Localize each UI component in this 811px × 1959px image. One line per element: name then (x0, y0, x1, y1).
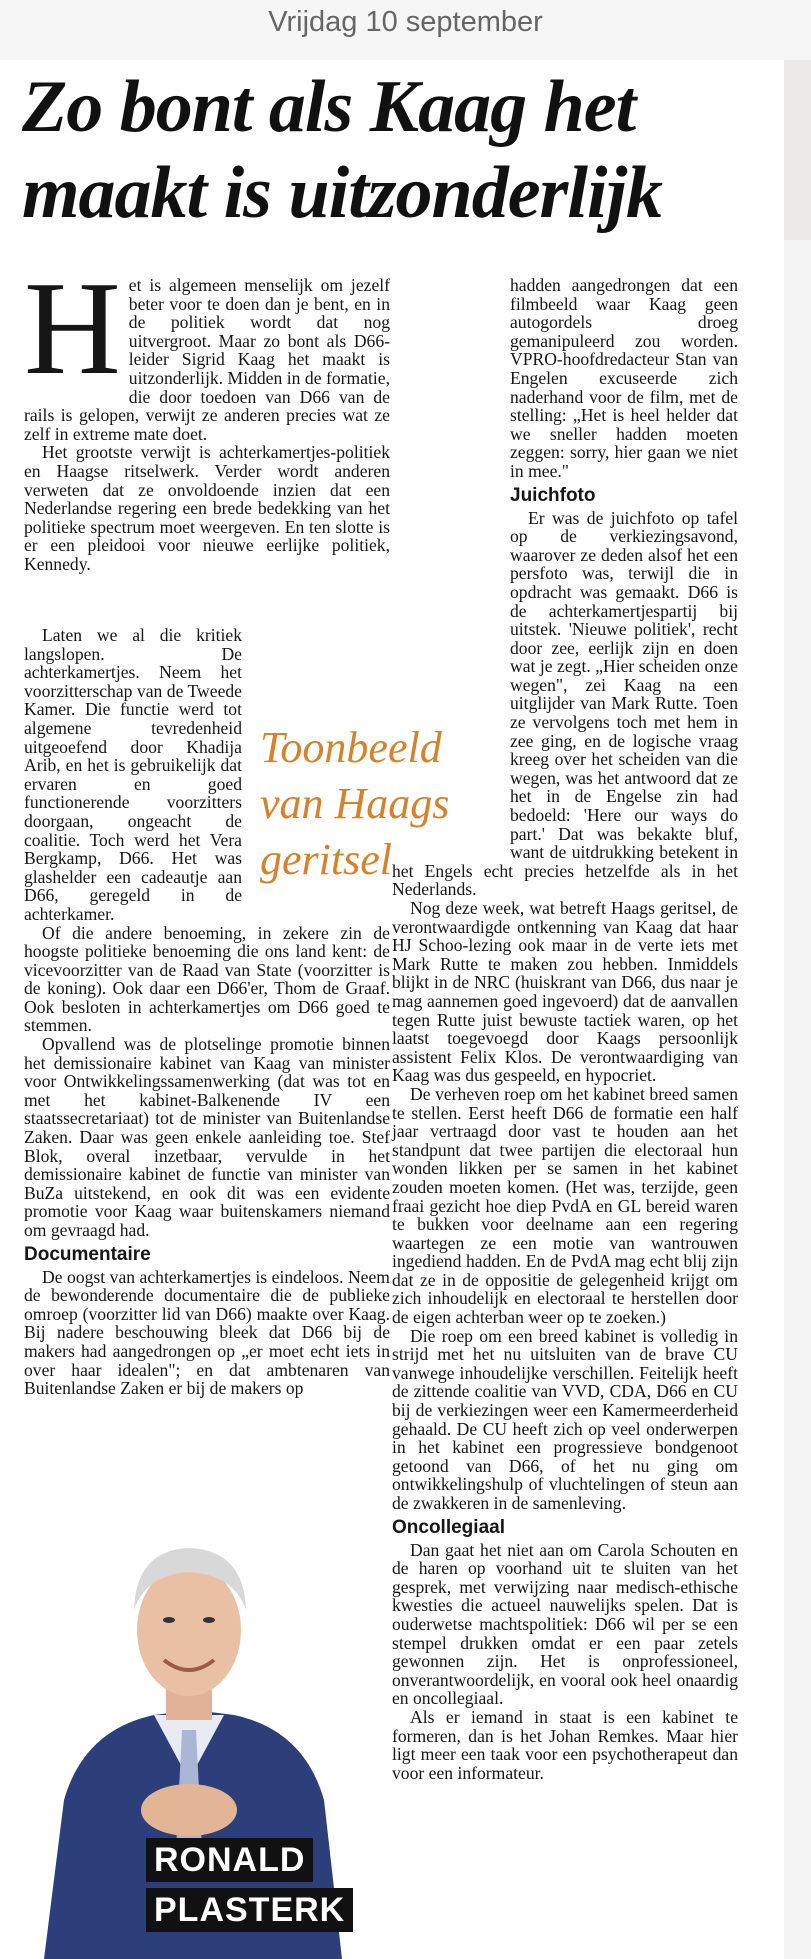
paragraph: Of die andere benoeming, in zekere zin de hoogste politieke benoeming die ons land kent: de vicevoorzitter van de Raad van State (voorzitter is de koning). Ook daar een D66'er, Thom de Graaf. Ook besloten in achterkamertjes om D66 goed te stemmen. (24, 922, 390, 1036)
paragraph: Die roep om een breed kabinet is volledig in strijd met het nu uitsluiten van de brave CU vanwege inhoudelijke verschillen. Feitelijk heeft de zittende coalitie van VVD, CDA, D66 en CU bij de verkiezingen weer een Kamermeerderheid gehaald. De CU heeft zich op veel onderwerpen in het kabinet een progressieve bondgenoot getoond van D66, of het nu ging om ontwikkelingshulp of vluchtelingen of steun aan de zwakkeren in de samenleving. (392, 1325, 738, 1513)
pull-quote: Toonbeeld van Haags geritsel (260, 723, 450, 884)
author-last-name: PLASTERK (146, 1888, 353, 1932)
paragraph: Laten we al die kritiek langslopen. De achterkamertjes. Neem het voorzitterschap van de Tweede Kamer. Die functie werd tot algemene tevredenheid uitgeoefend door Khadija Arib, en het is gebruikelijk dat ervaren en goed functionerende voorzitters doorgaan, ongeacht de coalitie. Toch werd het Vera Bergkamp, D66. Het was glashelder een cadeautje aan D66, geregeld in de achterkamer. (24, 625, 242, 924)
headline (22, 64, 772, 236)
paragraph: Opvallend was de plotselinge promotie binnen het demissionaire kabinet van Kaag van minister voor Ontwikkelingssamenwerking (dat was tot en met het kabinet-Balkenende IV een staatssecretariaat) tot de minister van Buitenlandse Zaken. Daar was geen enkele aanleiding toe. Stef Blok, overal inzetbaar, vervulde in het demissionaire kabinet de functie van minister van BuZa uitstekend, en ook dit was een evidente promotie voor Kaag waar buitenskamers niemand om gevraagd had. (24, 1034, 390, 1240)
right-column (392, 276, 738, 1782)
top-bar (0, 0, 811, 60)
quote-spacer-right (392, 674, 510, 854)
intro-paragraph: Het is algemeen menselijk om jezelf beter voor te doen dan je bent, en in de politiek wordt dat nog uitvergroot. Maar zo bont als D66-leider Sigrid Kaag het maakt is uitzonderlijk. Midden in de formatie, die door toedoen van D66 van de rails is gelopen, verwijt ze anderen precies wat ze zelf in extreme mate doet. (24, 254, 390, 444)
paragraph: De verheven roep om het kabinet breed samen te stellen. Eerst heeft D66 de formatie een half jaar vertraagd door vast te houden aan het standpunt dat twee partijen die electoraal hun wonden likken per se samen in het kabinet zouden moeten komen. (Het was, terzijde, geen fraai gezicht hoe diep PvdA en GL bereid waren te bukken voor deelname aan een regering waartegen ze een motie van wantrouwen ingediend hadden. En de PvdA mag echt blij zijn dat ze in de oppositie de gelegenheid krijgt om zich inhoudelijk en electoraal te herstellen door de eigen achterban weer op te zoeken.) (392, 1083, 738, 1328)
paragraph: Als er iemand in staat is een kabinet te formeren, dan is het Johan Remkes. Maar hier ligt meer een taak voor een psychotherapeut dan voor een informateur. (392, 1706, 738, 1783)
author-first-name: RONALD (146, 1838, 313, 1882)
drop-cap: H (24, 254, 121, 402)
paragraph: Nog deze week, wat betreft Haags geritsel, de verontwaardigde ontkenning van Kaag dat haar HJ Schoo-lezing ook maar in de verte iets met Mark Rutte te maken zou hebben. Inmiddels blijkt in de NRC (huiskrant van D66, dus naar je mag aannemen goed ingevoerd) dat de aanvallen tegen Rutte juist bewuste tactiek waren, op het laatst toegevoegd door Kaags persoonlijk assistent Felix Klos. De verontwaardiging van Kaag was dus gespeeld, en hypocriet. (392, 898, 738, 1086)
paragraph: Dan gaat het niet aan om Carola Schouten en de haren op voorhand uit te sluiten van het gesprek, met verwijzing naar medisch-ethische kwesties die actueel nauwelijks spelen. Dat is ouderwetse machtspolitiek: D66 wil per se een stempel drukken omdat er een paar zetels gewonnen zijn. Het is onprofessioneel, onverantwoordelijk, en vooral ook heel onaardig en oncollegiaal. (392, 1539, 738, 1709)
paragraph: De oogst van achterkamertjes is eindeloos. Neem de bewonderende documentaire die de publieke omroep (voorzitter lid van D66) maakte over Kaag. Bij nadere beschouwing bleek dat D66 bij de makers had aangedrongen op „er moet echt iets in over haar idealen"; en dat ambtenaren van Buitenlandse Zaken er bij de makers op (24, 1266, 390, 1399)
subheading-juichfoto: Juichfoto (510, 484, 596, 506)
headline-line-2: maakt is uitzonderlijk (22, 152, 663, 234)
issue-date: Vrijdag 10 september (268, 6, 543, 38)
subheading-documentaire: Documentaire (24, 1243, 151, 1265)
paragraph: Er was de juichfoto op tafel op de verkiezingsavond, waarover ze deden alsof het een persfoto was, terwijl die in opdracht was gemaakt. D66 is de achterkamertjespartij bij uitstek. 'Nieuwe politiek', recht door zee, eerlijk zijn en doen wat je zegt. „Hier scheiden onze wegen", zei Kaag na een uitglijder van Mark Rutte. Toen ze vervolgens toch met hem in zee ging, en de logische vraag kreeg over het scheiden van die wegen, was het antwoord dat ze het in de Engelse zin had bedoeld: 'Here our ways do part.' Dat was bekakte bluf, want de uitdrukking betekent in het Engels echt precies hetzelfde als in het Nederlands. (392, 507, 738, 900)
paragraph: Het grootste verwijt is achterkamertjes-politiek en Haagse ritselwerk. Verder wordt anderen verweten dat ze onvoldoende inzien dat een Nederlandse regering een brede bedekking van het politieke spectrum moet weergeven. En ten slotte is er een pleidooi voor nieuwe eerlijke politiek, Kennedy. (24, 442, 390, 574)
headline-line-1: Zo bont als Kaag het (22, 66, 636, 148)
author-name (146, 1838, 366, 1938)
paragraph: hadden aangedrongen dat een filmbeeld waar Kaag geen autogordels droeg gemanipuleerd zou worden. VPRO-hoofdredacteur Stan van Engelen excuseerde zich naderhand voor de film, met de stelling: „Het is heel helder dat we sneller hadden moeten zeggen: sorry, hier gaan we niet in mee." (510, 275, 738, 481)
left-column (24, 254, 390, 574)
subheading-oncollegiaal: Oncollegiaal (392, 1516, 505, 1538)
